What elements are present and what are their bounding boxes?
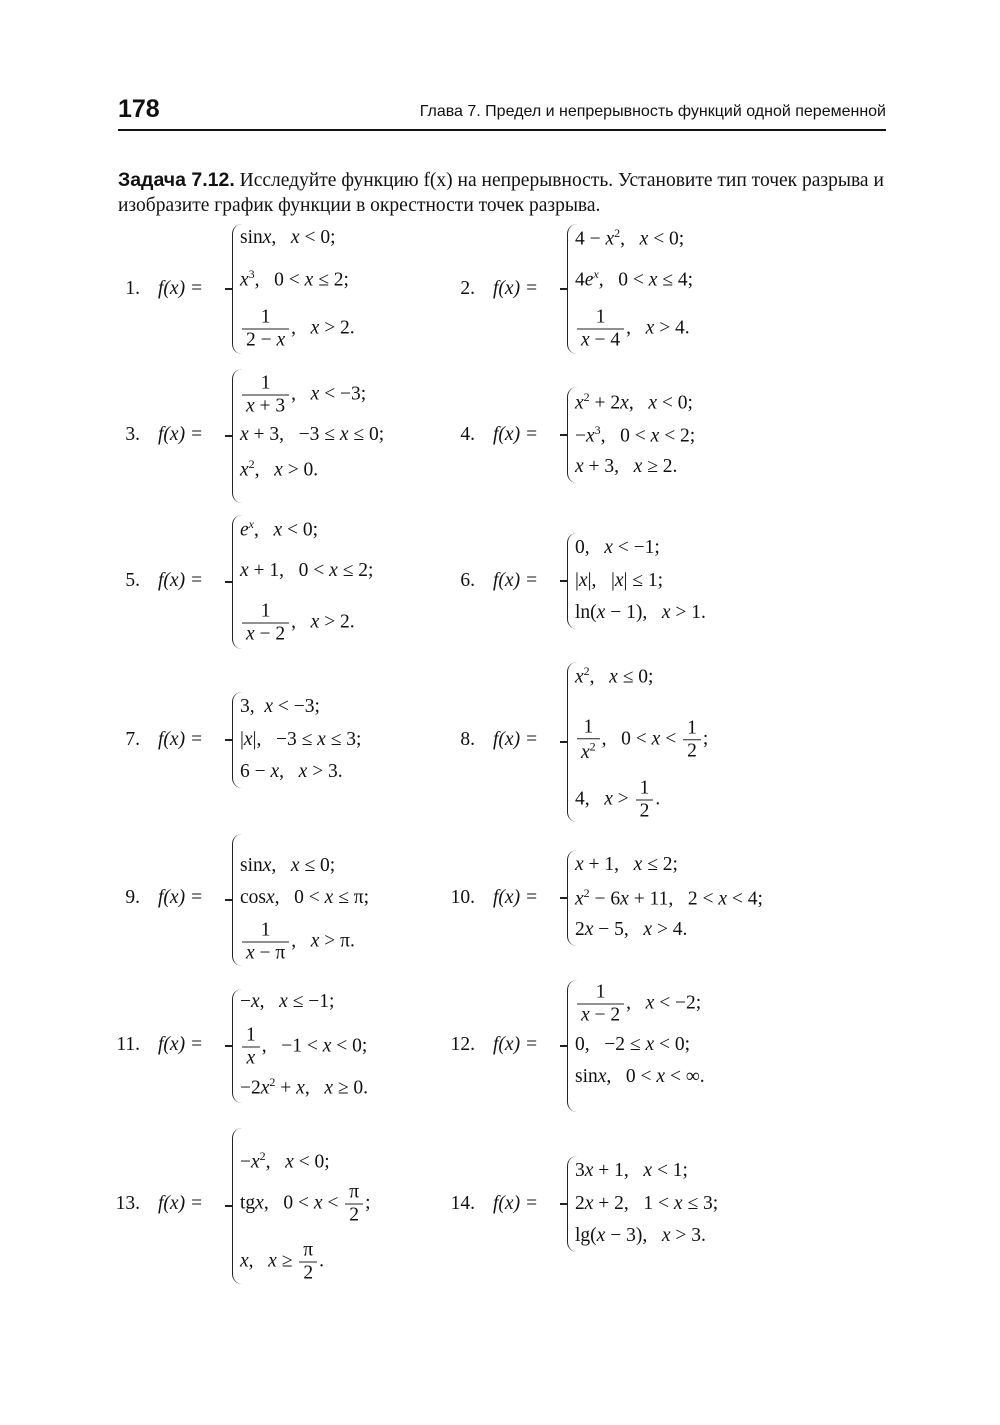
case-3: 4, x > $\frac{1}{2}$ . — [575, 777, 661, 822]
problem-number: 3. — [125, 424, 140, 445]
problem-number: 11. — [116, 1034, 140, 1055]
case-3: 6 − x, x > 3. — [240, 761, 343, 782]
case-1: $\frac{1}{x - 2}$ , x < −2; — [575, 982, 701, 1027]
case-3: $\frac{1}{2 - x}$ , x > 2. — [240, 307, 355, 352]
problem-number: 8. — [460, 729, 475, 750]
problem-number: 13. — [115, 1193, 140, 1214]
case-2: $\frac{1}{x}$ , −1 < x < 0; — [240, 1025, 367, 1070]
function-label: f(x) = — [493, 1034, 539, 1055]
function-label: f(x) = — [493, 278, 539, 299]
case-1: $x^2$, x ≤ 0; — [575, 663, 654, 688]
case-1: x + 1, x ≤ 2; — [575, 854, 678, 875]
problem-number: 14. — [450, 1193, 475, 1214]
piecewise-brace — [567, 224, 738, 354]
piecewise-brace — [567, 850, 798, 946]
case-2: $4e^x$, 0 < x ≤ 4; — [575, 266, 694, 291]
function-label: f(x) = — [158, 887, 204, 908]
function-label: f(x) = — [158, 729, 204, 750]
function-label: f(x) = — [158, 424, 204, 445]
case-1: $\frac{1}{x + 3}$ , x < −3; — [240, 373, 366, 418]
problem-number: 2. — [460, 278, 475, 299]
case-2: 2x + 2, 1 < x ≤ 3; — [575, 1193, 719, 1214]
case-2: cosx, 0 < x ≤ π; — [240, 887, 370, 908]
problem-number: 4. — [460, 424, 475, 445]
case-2: tgx, 0 < x < $\frac{\pi}{2}$ ; — [240, 1181, 371, 1226]
problem-number: 12. — [450, 1034, 475, 1055]
problem-number: 9. — [125, 887, 140, 908]
problem-number: 10. — [450, 887, 475, 908]
case-3: $\frac{1}{x - 2}$ , x > 2. — [240, 601, 355, 646]
case-2: 0, −2 ≤ x < 0; — [575, 1034, 691, 1055]
piecewise-brace — [232, 834, 403, 966]
problem-number: 7. — [125, 729, 140, 750]
case-3: 2x − 5, x > 4. — [575, 919, 688, 940]
case-2: x + 3, −3 ≤ x ≤ 0; — [240, 424, 385, 445]
case-3: lg(x − 3), x > 3. — [575, 1225, 706, 1246]
piecewise-brace — [232, 369, 423, 503]
piecewise-brace — [232, 515, 403, 649]
case-3: $\frac{1}{x - 4}$ , x > 4. — [575, 307, 690, 352]
case-1: $4 - x^2$, x < 0; — [575, 225, 685, 250]
case-1: $-x^2$, x < 0; — [240, 1148, 330, 1173]
piecewise-brace — [232, 1128, 403, 1284]
function-label: f(x) = — [493, 570, 539, 591]
function-label: f(x) = — [158, 570, 204, 591]
function-label: f(x) = — [158, 1193, 204, 1214]
piecewise-brace — [232, 224, 403, 354]
page-header — [118, 95, 886, 131]
case-1: sinx, x < 0; — [240, 227, 336, 248]
piecewise-brace — [567, 662, 738, 822]
problem-number: 6. — [460, 570, 475, 591]
case-1: 0, x < −1; — [575, 537, 660, 558]
case-3: $x^2$, x > 0. — [240, 456, 319, 481]
case-1: 3x + 1, x < 1; — [575, 1160, 688, 1181]
problem-number: 5. — [125, 570, 140, 591]
task-text: Исследуйте функцию f(x) на непрерывность. Установите тип точек разрыва и изобразите график функции в окрестности точек разрыва. — [118, 170, 884, 216]
case-2: $x^3$, 0 < x ≤ 2; — [240, 266, 349, 291]
page-number: 178 — [118, 95, 160, 123]
case-2: x + 1, 0 < x ≤ 2; — [240, 560, 374, 581]
function-label: f(x) = — [493, 1193, 539, 1214]
case-1: 3, x < −3; — [240, 696, 320, 717]
problem-number: 1. — [125, 278, 140, 299]
function-label: f(x) = — [158, 278, 204, 299]
case-1: −x, x ≤ −1; — [240, 991, 335, 1012]
case-3: $\frac{1}{x - \pi}$ , x > π. — [240, 920, 355, 965]
function-label: f(x) = — [158, 1034, 204, 1055]
piecewise-brace — [567, 980, 738, 1112]
function-label: f(x) = — [493, 729, 539, 750]
piecewise-brace — [567, 1156, 738, 1252]
case-3: ln(x − 1), x > 1. — [575, 602, 706, 623]
case-2: $-x^3$, 0 < x < 2; — [575, 422, 696, 447]
function-label: f(x) = — [493, 887, 539, 908]
case-1: $e^x$, x < 0; — [240, 516, 319, 541]
case-1: sinx, x ≤ 0; — [240, 855, 336, 876]
case-2: |x|, |x| ≤ 1; — [575, 570, 664, 591]
case-2: $\frac{1}{x^2}$ , 0 < x < $\frac{1}{2}$ ; — [575, 716, 708, 764]
piecewise-brace — [232, 692, 403, 788]
case-3: sinx, 0 < x < ∞. — [575, 1066, 705, 1087]
case-3: x, x ≥ $\frac{\pi}{2}$ . — [240, 1239, 324, 1284]
case-3: $-2x^2 + x$, x ≥ 0. — [240, 1074, 369, 1099]
case-3: x + 3, x ≥ 2. — [575, 456, 678, 477]
case-2: $x^2 - 6x + 11$, 2 < x < 4; — [575, 885, 763, 910]
task-statement — [118, 168, 888, 218]
piecewise-brace — [567, 387, 738, 483]
piecewise-brace — [232, 989, 403, 1103]
piecewise-brace — [567, 533, 738, 629]
function-label: f(x) = — [493, 424, 539, 445]
task-title: Задача 7.12. — [118, 169, 235, 191]
chapter-title: Глава 7. Предел и непрерывность функций одной переменной — [419, 103, 886, 120]
case-2: |x|, −3 ≤ x ≤ 3; — [240, 729, 362, 750]
case-1: $x^2 + 2x$, x < 0; — [575, 389, 693, 414]
